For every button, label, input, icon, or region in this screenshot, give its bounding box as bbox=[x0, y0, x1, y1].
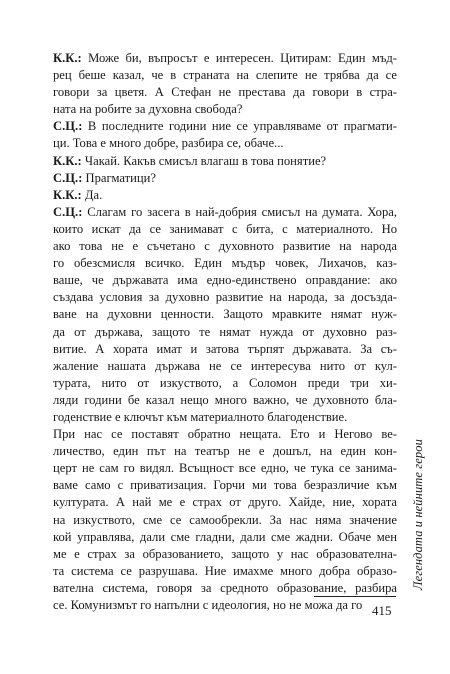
text-line bbox=[53, 118, 397, 135]
text-line bbox=[53, 272, 397, 289]
text-line bbox=[53, 50, 397, 67]
line-text: ци. Това е много добре, разбира се, обаче... bbox=[53, 136, 284, 151]
speaker-label: К.К.: bbox=[53, 153, 82, 168]
line-text: та система се разрушава. Ние имахме много добра образо- bbox=[53, 563, 397, 578]
text-line bbox=[53, 238, 397, 255]
line-text: ваме само с приватизация. Горчи ми това безразличие към bbox=[53, 478, 397, 493]
text-line bbox=[53, 392, 397, 409]
text-line bbox=[53, 341, 397, 358]
line-text: да от държава, защото те нямат нужда от духовно раз- bbox=[53, 324, 397, 339]
text-line bbox=[53, 597, 397, 614]
text-line bbox=[53, 512, 397, 529]
text-line bbox=[53, 580, 397, 597]
text-line bbox=[53, 289, 397, 306]
text-line bbox=[53, 221, 397, 238]
line-text: се. Комунизмът го напълни с идеология, но не можа да го bbox=[53, 598, 363, 612]
page-body-text bbox=[53, 50, 397, 614]
line-text: говори за цветя. А Стефан не престава да говори в стра- bbox=[53, 85, 397, 100]
line-text: ме е страх за образованието, защото у нас образователна- bbox=[53, 546, 397, 561]
text-line bbox=[53, 358, 397, 375]
text-line bbox=[53, 324, 397, 341]
line-text: ната на робите за духовна свобода? bbox=[53, 102, 243, 117]
footer-rule bbox=[314, 596, 396, 597]
speaker-label: С.Ц.: bbox=[53, 170, 83, 185]
line-text: годенствие е ключът към материалното благоденствие. bbox=[53, 409, 348, 424]
line-text: церт не сам го видял. Всъщност все едно, че тука се занима- bbox=[53, 461, 397, 476]
line-text: Чакай. Какъв смисъл влагаш в това понятие? bbox=[81, 153, 327, 168]
line-text: ляди години бе казал нещо много важно, че духовното бла- bbox=[53, 392, 397, 407]
text-line bbox=[53, 494, 397, 511]
line-text: При нас се поставят обратно нещата. Ето и Негово ве- bbox=[53, 427, 397, 442]
text-line bbox=[53, 409, 397, 426]
line-text: Да. bbox=[81, 187, 103, 202]
line-text: създава условия за духовно развитие на народа, за досъзда- bbox=[53, 290, 397, 305]
text-line bbox=[53, 443, 397, 460]
text-line bbox=[53, 187, 397, 204]
line-text: Слагам го засега в най-добрия смисъл на думата. Хора, bbox=[82, 204, 397, 219]
text-line bbox=[53, 135, 397, 152]
line-text: ване на духовни ценности. Защото мравките нямат нуж- bbox=[53, 307, 397, 322]
text-line bbox=[53, 255, 397, 272]
text-line bbox=[53, 84, 397, 101]
line-text: кой управлява, дали сме гладни, дали сме жадни. Обаче мен bbox=[53, 529, 397, 544]
speaker-label: С.Ц.: bbox=[53, 204, 83, 219]
speaker-label: К.К.: bbox=[53, 51, 82, 65]
line-text: турата, нито от изкуството, а Соломон преди три хи- bbox=[53, 375, 397, 390]
line-text: вателна система, говоря за средното образование, разбира bbox=[53, 580, 397, 595]
line-text: на изкуството, сме се самообрекли. За нас няма значение bbox=[53, 512, 397, 527]
text-line bbox=[53, 153, 397, 170]
line-text: които искат да се занимават с бита, с материалното. Но bbox=[53, 221, 397, 236]
line-text: рец беше казал, че в страната на слепите не трябва да се bbox=[53, 68, 397, 83]
line-text: витие. А хората имат и затова търпят държавата. За съ- bbox=[53, 341, 397, 356]
text-line bbox=[53, 67, 397, 84]
text-line bbox=[53, 546, 397, 563]
text-line bbox=[53, 306, 397, 323]
text-line bbox=[53, 204, 397, 221]
speaker-label: К.К.: bbox=[53, 187, 82, 202]
speaker-label: С.Ц.: bbox=[53, 119, 83, 134]
line-text: В последните години ние се управляваме от прагмати- bbox=[82, 119, 397, 134]
line-text: ако това не е съчетано с духовното развитие на народа bbox=[53, 239, 397, 254]
text-line bbox=[53, 375, 397, 392]
text-line bbox=[53, 170, 397, 187]
text-line bbox=[53, 563, 397, 580]
line-text: Може би, въпросът е интересен. Цитирам: Един мъд- bbox=[81, 51, 397, 65]
page-number: 415 bbox=[372, 603, 392, 618]
text-line bbox=[53, 477, 397, 494]
text-line bbox=[53, 460, 397, 477]
line-text: ваше, че държавата има едно-единствено оправдание: ако bbox=[53, 273, 397, 288]
line-text: го обезсмисля всичко. Един мъдър човек, Лихачов, каз- bbox=[53, 256, 397, 271]
text-line bbox=[53, 529, 397, 546]
text-line bbox=[53, 101, 397, 118]
running-side-title: Легендата и нейните герои bbox=[411, 439, 425, 590]
text-line bbox=[53, 426, 397, 443]
line-text: Прагматици? bbox=[82, 170, 156, 185]
line-text: личество, един път на театър не е дошъл, на един кон- bbox=[53, 444, 397, 459]
line-text: културата. А най ме е страх от друго. Хайде, ние, хората bbox=[53, 495, 397, 510]
line-text: жаление нашата държава не се интересува нито от кул- bbox=[53, 358, 397, 373]
